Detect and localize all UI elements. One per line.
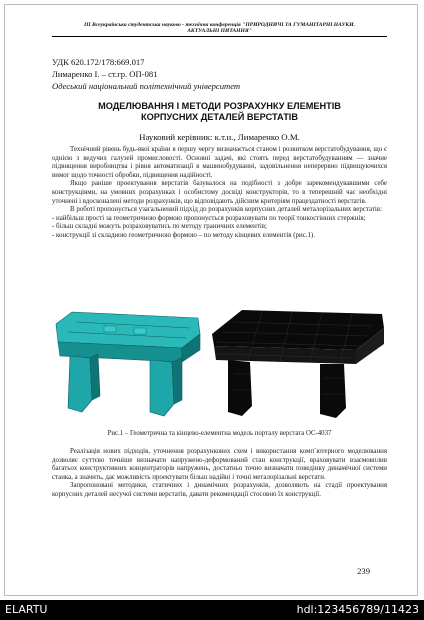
paragraph-3: В роботі пропонується узагальнений підхід до розрахунків корпусних деталей металорізальних верстатів: — [70, 206, 382, 214]
geometric-model-image — [56, 312, 200, 416]
figure-caption: Рис.1 – Геометрична та кінцево-елементна модель порталу верстата ОС-4037 — [107, 430, 332, 437]
paragraph-6: - конструкції зі складною геометричною формою – по методу кінцевих елементів (рис.1). — [52, 231, 315, 239]
body-section-2 — [52, 448, 387, 500]
portal-model-figure — [52, 304, 387, 422]
paragraph-5: - більш складні можуть розраховуватись по методу граничних елементів; — [52, 223, 267, 231]
paragraph-2: Якщо раніше проектування верстатів базувалося на подібності з добре зарекомендувавшими себе конструкціями, на умовних розрахунках і особистому досвіді конструкторів, то в теперешній час необхідні уточнені і вдосконалені методи розрахунків, що відповідають дійсним критеріям працездатності верстатів. — [52, 180, 387, 205]
conference-header — [52, 22, 387, 37]
paper-title — [52, 101, 387, 123]
paper-title-line2: КОРПУСНИХ ДЕТАЛЕЙ ВЕРСТАТІВ — [140, 111, 298, 122]
paper-title-line1: МОДЕЛЮВАННЯ І МЕТОДИ РОЗРАХУНКУ ЕЛЕМЕНТІВ — [98, 101, 341, 111]
conference-header-line1: ІІІ Всеукраїнська студентська науково - технічна конференція "ПРИРОДНИЧІ ТА ГУМАНІТАРНІ НАУКИ. — [84, 22, 355, 28]
page-border — [4, 4, 418, 596]
viewer-footer-bar — [0, 600, 424, 620]
paragraph-1: Технічний рівень будь-якої країни в першу чергу визначається станом і розвитком верстатобудування, що є однією з ведучих галузей промисловості. Основні задачі, які стоять перед верстатобудуванням — значне підвищення виробництва і рівня автоматизації в машинобудуванні, задовільнення неперервно підвищуючихся вимог щодо точності обробки, підвищення надійності. — [52, 146, 387, 179]
udc-code: УДК 620.172/178:669.017 — [52, 57, 145, 67]
affiliation-line: Одеський національний політехнічний університет — [52, 81, 241, 91]
paragraph-4: - найбільш прості за геометричною формою пропонується розраховувати по теорії тонкостінних стержнів; — [52, 214, 366, 222]
handle-identifier: hdl:123456789/11423 — [296, 603, 419, 616]
paragraph-7: Реалізація нових підходів, уточнення розрахункових схем і використання комп`ютерного моделювання дозволяє суттєво точніше визначати напружено-деформований стан конструкції, враховувати взаємовплив багатьох конструктивних концентраторів напружень, достатньо точно визначати поведінку динамічної системи станка, а значить, дає можливість проектувати більш надійні і точні металорізальні верстати. — [52, 448, 387, 481]
body-section-1 — [52, 146, 387, 241]
scientific-advisor: Науковий керівник: к.т.н., Лимаренко О.М. — [139, 132, 300, 142]
paragraph-8: Запропоновані методики, статичних і динамічних розрахунків, дозволяють на стадії проектування корпусних деталей несучої системи верстатів, давати рекомендації стосовно їх конструкції. — [52, 482, 387, 498]
finite-element-model-image — [212, 310, 384, 418]
conference-header-line2: АКТУАЛЬНІ ПИТАННЯ" — [187, 28, 252, 35]
author-line: Лимаренко І. – ст.гр. ОП-081 — [52, 69, 158, 79]
page-number: 239 — [357, 566, 370, 576]
repository-name: ELARTU — [5, 603, 48, 616]
